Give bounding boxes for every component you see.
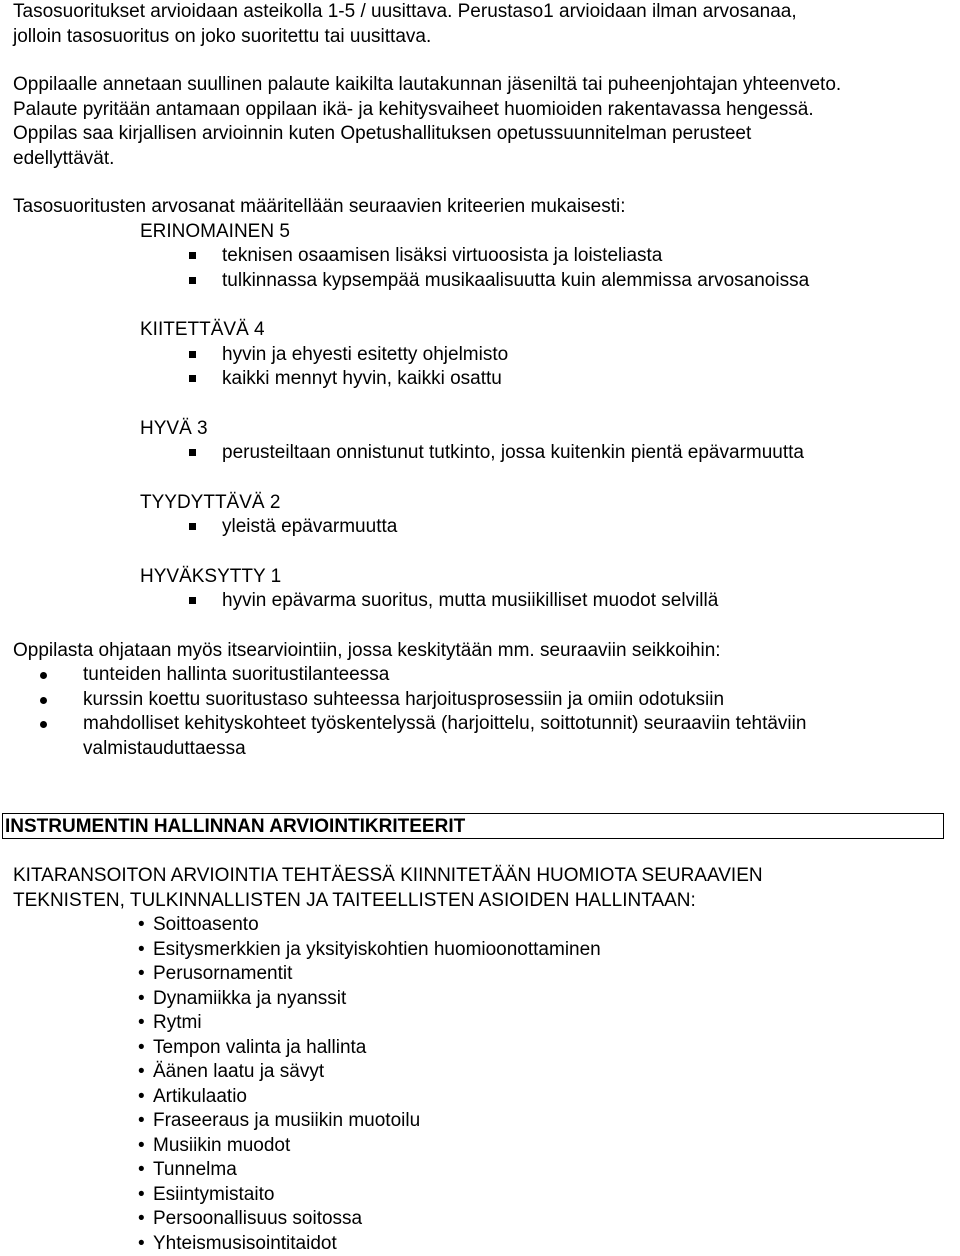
list-item: • Musiikin muodot [138,1134,953,1159]
self-assessment-intro: Oppilasta ohjataan myös itsearviointiin, jossa keskitytään mm. seuraaviin seikkoihin: [13,639,953,664]
list-item: kaikki mennyt hyvin, kaikki osattu [140,367,953,392]
text-line: Oppilas saa kirjallisen arvioinnin kuten Opetushallituksen opetussuunnitelman perusteet [13,123,751,144]
list-item: yleistä epävarmuutta [140,515,953,540]
assessment-items-list [13,913,953,1256]
grade-criteria-list [140,515,953,540]
text-line: Oppilaalle annetaan suullinen palaute kaikilta lautakunnan jäseniltä tai puheenjohtajan yhteenveto. [13,74,841,95]
grade-criteria-list [140,244,953,293]
grade-hyva [13,417,953,466]
list-item: • Fraseeraus ja musiikin muotoilu [138,1109,953,1134]
list-item: teknisen osaamisen lisäksi virtuoosista ja loisteliasta [140,244,953,269]
grade-title: TYYDYTTÄVÄ 2 [140,491,953,516]
list-item: hyvin ja ehyesti esitetty ohjelmisto [140,343,953,368]
grade-criteria-list [140,343,953,392]
list-item: perusteiltaan onnistunut tutkinto, jossa kuitenkin pientä epävarmuutta [140,441,953,466]
list-item: • Persoonallisuus soitossa [138,1207,953,1232]
grade-title: ERINOMAINEN 5 [140,220,953,245]
intro-paragraph-2 [13,73,953,171]
intro-paragraph-1 [13,0,953,49]
list-item: hyvin epävarma suoritus, mutta musiikilliset muodot selvillä [140,589,953,614]
text-line: valmistauduttaessa [83,738,246,759]
grade-criteria-list [140,441,953,466]
self-assessment-list [13,663,953,761]
list-item: • Tempon valinta ja hallinta [138,1036,953,1061]
grade-tyydyttava [13,491,953,540]
text-line: KITARANSOITON ARVIOINTIA TEHTÄESSÄ KIINNITETÄÄN HUOMIOTA SEURAAVIEN [13,865,763,886]
list-item: • Rytmi [138,1011,953,1036]
list-item [13,663,953,688]
text-line: edellyttävät. [13,148,114,169]
document-page [13,0,953,1256]
criteria-intro: Tasosuoritusten arvosanat määritellään seuraavien kriteerien mukaisesti: [13,195,953,220]
text-line: Tasosuoritukset arvioidaan asteikolla 1-5 / uusittava. Perustaso1 arvioidaan ilman arvosanaa, [13,1,797,22]
list-item: • Dynamiikka ja nyanssit [138,987,953,1012]
list-item: • Soittoasento [138,913,953,938]
list-item [13,688,953,713]
text-line: mahdolliset kehityskohteet työskentelyssä (harjoittelu, soittotunnit) seuraaviin tehtäviin [83,713,806,734]
text-line: TEKNISTEN, TULKINNALLISTEN JA TAITEELLISTEN ASIOIDEN HALLINTAAN: [13,890,696,911]
section-intro [13,864,953,913]
list-item: • Esitysmerkkien ja yksityiskohtien huomioonottaminen [138,938,953,963]
grade-erinomainen [13,220,953,294]
grade-kiitettava [13,318,953,392]
list-item [13,712,953,761]
text-line: tunteiden hallinta suoritustilanteessa [83,664,389,685]
grade-title: HYVÄKSYTTY 1 [140,565,953,590]
grade-title: HYVÄ 3 [140,417,953,442]
list-item: • Artikulaatio [138,1085,953,1110]
grade-criteria-list [140,589,953,614]
section-heading: INSTRUMENTIN HALLINNAN ARVIOINTIKRITEERIT [2,813,944,839]
list-item: • Yhteismusisointitaidot [138,1232,953,1256]
text-line: kurssin koettu suoritustaso suhteessa harjoitusprosessiin ja omiin odotuksiin [83,689,724,710]
list-item: • Perusornamentit [138,962,953,987]
text-line: jolloin tasosuoritus on joko suoritettu tai uusittava. [13,26,431,47]
text-line: Palaute pyritään antamaan oppilaan ikä- ja kehitysvaiheet huomioiden rakentavassa hengessä. [13,99,814,120]
list-item: • Äänen laatu ja sävyt [138,1060,953,1085]
grade-title: KIITETTÄVÄ 4 [140,318,953,343]
list-item: tulkinnassa kypsempää musikaalisuutta kuin alemmissa arvosanoissa [140,269,953,294]
grade-hyvaksytty [13,565,953,614]
list-item: • Tunnelma [138,1158,953,1183]
list-item: • Esiintymistaito [138,1183,953,1208]
